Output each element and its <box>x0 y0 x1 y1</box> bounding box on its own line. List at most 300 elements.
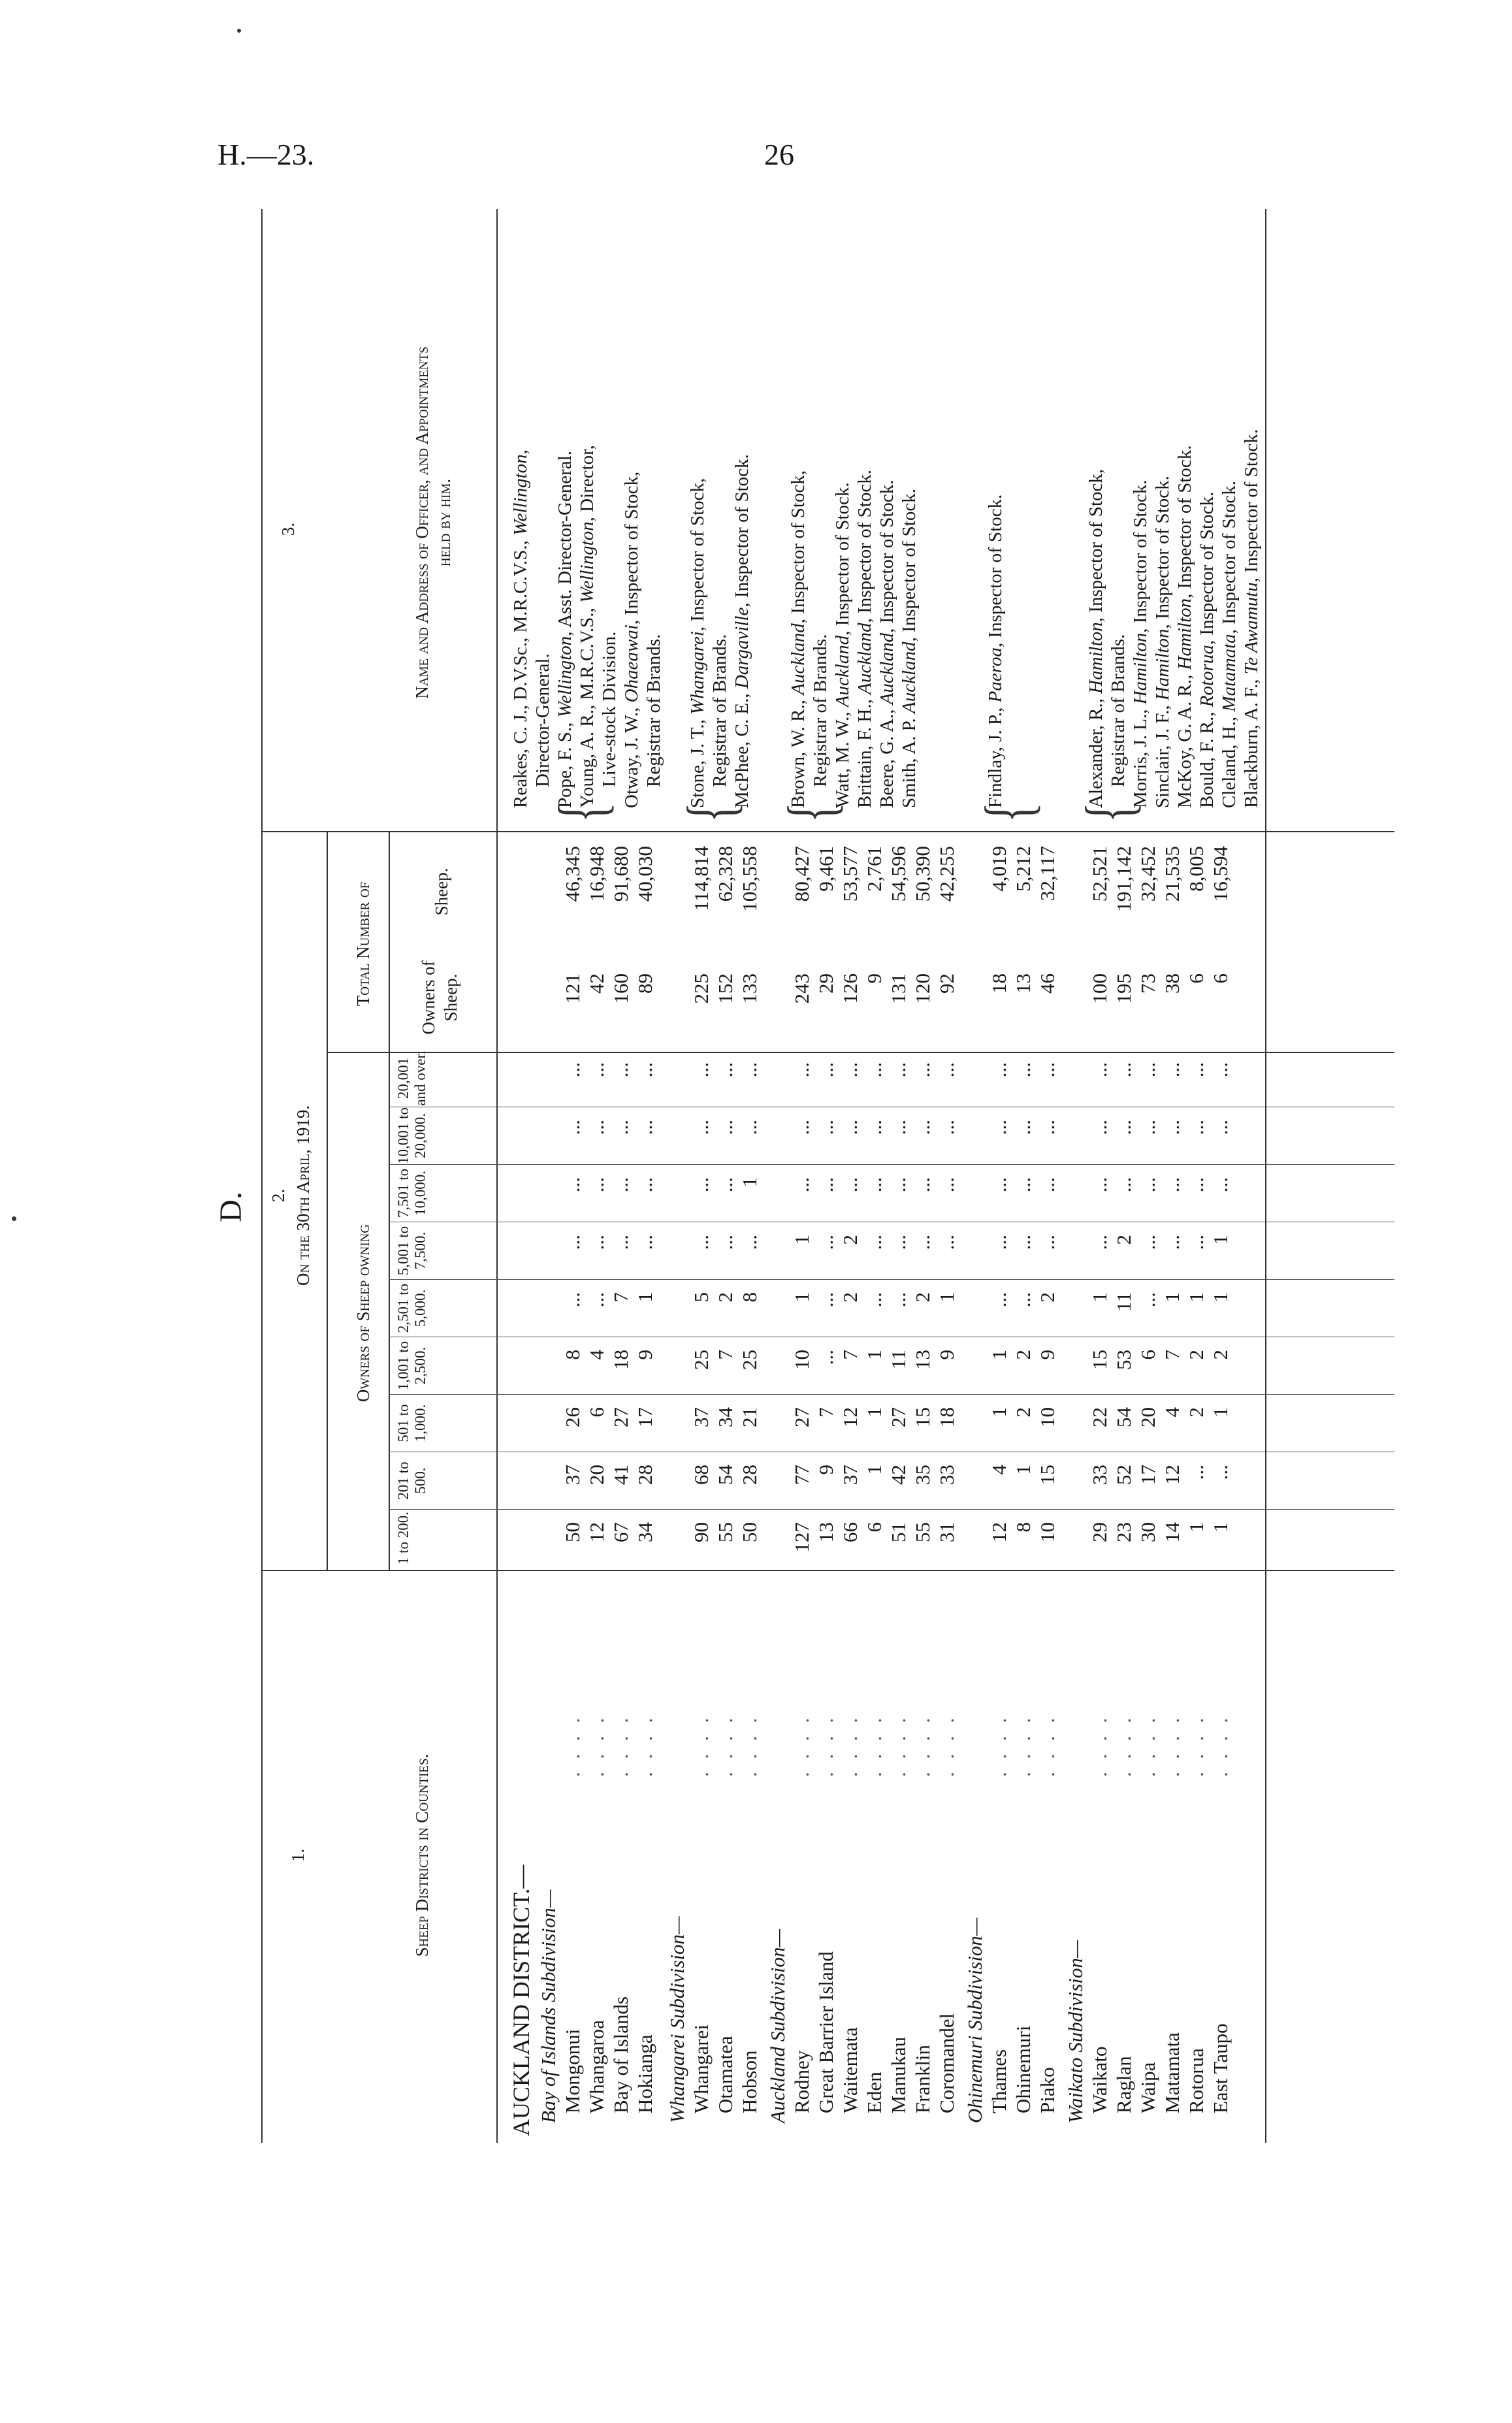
officer-line <box>831 482 854 808</box>
total-sheep: 50,390 <box>911 846 934 902</box>
county-name: Otamatea <box>714 2036 737 2113</box>
range-count: ... <box>585 1120 608 1135</box>
total-sheep: 52,521 <box>1088 846 1111 902</box>
total-sheep: 191,142 <box>1112 846 1135 912</box>
officer-name: Bould, F. R., <box>1197 707 1217 808</box>
total-owners: 46 <box>1036 973 1059 994</box>
range-count: ... <box>790 1120 813 1135</box>
range-header: 7,501 to 10,000. <box>395 1168 428 1218</box>
range-count: 50 <box>738 1522 761 1542</box>
range-count: ... <box>1012 1292 1035 1308</box>
range-header: 2,501 to 5,000. <box>395 1283 428 1333</box>
range-count: ... <box>738 1120 761 1135</box>
range-count: ... <box>988 1292 1010 1308</box>
total-sheep: 32,452 <box>1136 846 1159 902</box>
range-count: 20 <box>585 1465 608 1485</box>
range-count: ... <box>634 1235 656 1250</box>
range-count: ... <box>1209 1062 1232 1078</box>
range-count: ... <box>988 1062 1010 1078</box>
range-count: 6 <box>863 1522 886 1533</box>
range-count: 127 <box>790 1522 813 1553</box>
range-count: 7 <box>814 1407 837 1418</box>
range-count: 12 <box>839 1407 861 1427</box>
group-brace: { <box>545 802 619 822</box>
county-name: Waikato <box>1088 2046 1111 2113</box>
dot-leader: . . . . <box>887 1714 910 1777</box>
total-owners: 133 <box>738 973 761 1004</box>
range-count: ... <box>1112 1120 1135 1135</box>
header-bottom-rule <box>496 209 498 2143</box>
range-count: 18 <box>935 1407 958 1427</box>
range-count: 8 <box>738 1292 761 1303</box>
range-count: 1 <box>988 1407 1010 1418</box>
county-name: Bay of Islands <box>609 1996 632 2113</box>
total-sheep: 40,030 <box>634 846 656 902</box>
county-name: Eden <box>863 2072 886 2113</box>
county-name: Waitemata <box>839 2027 861 2113</box>
officer-name: Beere, G. A., <box>877 704 897 808</box>
range-count: 35 <box>911 1465 934 1485</box>
officer-role: , Inspector of Stock. <box>1174 445 1195 598</box>
range-count: 50 <box>561 1522 584 1542</box>
range-count: 2 <box>1012 1407 1035 1418</box>
county-name: Coromandel <box>935 2013 958 2113</box>
range-count: 1 <box>1185 1292 1208 1303</box>
officer-town: Rotorua <box>1197 645 1217 707</box>
range-count: 55 <box>714 1522 737 1542</box>
dot-leader: . . . . <box>714 1714 737 1777</box>
range-count: ... <box>1112 1177 1135 1193</box>
range-count: 29 <box>1088 1522 1111 1542</box>
officer-role: , Director, <box>577 445 598 522</box>
range-count: 9 <box>1036 1350 1059 1360</box>
dot-leader: . . . . <box>1136 1714 1159 1777</box>
range-count: ... <box>935 1062 958 1078</box>
county-name: Waipa <box>1136 2062 1159 2113</box>
range-header: 5,001 to 7,500. <box>395 1226 428 1276</box>
range-count: 2 <box>911 1292 934 1303</box>
range-count: 1 <box>863 1465 886 1475</box>
range-count: ... <box>1185 1235 1208 1250</box>
ranges-top-rule <box>389 1053 390 1571</box>
range-count: ... <box>609 1120 632 1135</box>
group-brace: { <box>673 802 748 822</box>
range-count: ... <box>887 1120 910 1135</box>
range-count: ... <box>1012 1177 1035 1193</box>
range-count: 1 <box>1185 1522 1208 1533</box>
range-count: 10 <box>790 1350 813 1370</box>
range-count: 9 <box>935 1350 958 1360</box>
rotated-table <box>261 209 1394 2143</box>
range-count: 9 <box>634 1350 656 1360</box>
total-sheep: 2,761 <box>863 846 886 892</box>
range-count: ... <box>988 1177 1010 1193</box>
officer-line <box>854 470 876 808</box>
range-count: 34 <box>634 1522 656 1542</box>
range-count: 12 <box>585 1522 608 1542</box>
dot-leader: . . . . <box>1209 1714 1232 1777</box>
range-header: 10,001 to 20,000. <box>395 1107 428 1164</box>
range-count: ... <box>561 1062 584 1078</box>
officer-name: Alexander, R., <box>1086 693 1106 808</box>
officer-role: , Inspector of Stock. <box>899 489 920 642</box>
total-owners: 243 <box>790 973 813 1004</box>
officer-name: Smith, A. P. <box>899 713 920 808</box>
range-count: ... <box>887 1235 910 1250</box>
total-sheep: 53,577 <box>839 846 861 902</box>
dot-leader: . . . . <box>585 1714 608 1777</box>
subdivision-heading: Bay of Islands Subdivision— <box>537 1889 560 2123</box>
range-count: ... <box>911 1235 934 1250</box>
officer-line <box>1151 476 1174 808</box>
total-sheep: 16,594 <box>1209 846 1232 902</box>
range-count: 25 <box>738 1350 761 1370</box>
officer-line <box>598 632 620 787</box>
dot-leader: . . . . <box>790 1714 813 1777</box>
officer-role: , Inspector of Stock. <box>1241 429 1262 583</box>
total-owners: 89 <box>634 973 656 994</box>
officer-name: Registrar of Brands. <box>810 634 831 787</box>
range-count: ... <box>1012 1120 1035 1135</box>
officer-role: , Inspector of Stock, <box>621 471 642 625</box>
range-count: ... <box>1112 1062 1135 1078</box>
range-count: 15 <box>911 1407 934 1427</box>
officer-role: , Inspector of Stock. <box>985 494 1006 648</box>
range-header: 501 to 1,000. <box>395 1404 428 1442</box>
range-count: 28 <box>738 1465 761 1485</box>
range-count: 2 <box>1209 1350 1232 1360</box>
total-owners: 9 <box>863 973 886 984</box>
dot-leader: . . . . <box>738 1714 761 1777</box>
range-count: ... <box>1185 1177 1208 1193</box>
range-count: 1 <box>1209 1292 1232 1303</box>
officer-town: Wellington <box>577 521 598 603</box>
range-count: ... <box>690 1235 713 1250</box>
range-count: ... <box>1088 1235 1111 1250</box>
range-count: 2 <box>839 1235 861 1245</box>
range-count: 11 <box>1112 1292 1135 1312</box>
range-count: ... <box>1136 1120 1159 1135</box>
scan-mark-left <box>12 1216 16 1221</box>
officer-role: , Inspector of Stock. <box>877 480 897 633</box>
range-count: 5 <box>690 1292 713 1303</box>
range-count: ... <box>1036 1062 1059 1078</box>
range-count: ... <box>690 1062 713 1078</box>
range-count: 2 <box>1112 1235 1135 1245</box>
range-count: ... <box>839 1062 861 1078</box>
range-count: ... <box>1209 1120 1232 1135</box>
range-count: ... <box>634 1177 656 1193</box>
range-count: ... <box>790 1062 813 1078</box>
range-count: 27 <box>609 1407 632 1427</box>
range-count: 37 <box>839 1465 861 1485</box>
dot-leader: . . . . <box>1161 1714 1183 1777</box>
col2-number: 2. <box>268 1188 288 1203</box>
range-count: ... <box>790 1177 813 1193</box>
scan-mark-top <box>237 29 241 33</box>
district-heading: AUCKLAND DISTRICT.— <box>508 1864 534 2136</box>
range-count: 12 <box>1161 1465 1183 1485</box>
officer-name: McKoy, G. A. R., <box>1174 670 1195 808</box>
officer-line <box>984 495 1006 808</box>
officer-name: Registrar of Brands. <box>1108 634 1129 787</box>
range-count: ... <box>1012 1062 1035 1078</box>
total-sheep: 21,535 <box>1161 846 1183 902</box>
officer-line <box>876 480 898 808</box>
col2-title: On the 30th April, 1919. <box>293 1105 313 1286</box>
range-count: 4 <box>585 1350 608 1360</box>
officer-name: Pope, F. S., <box>555 717 575 808</box>
table-row <box>1011 209 1035 2143</box>
officer-town: Hamilton <box>1130 632 1151 705</box>
range-count: 37 <box>690 1407 713 1427</box>
range-count: ... <box>1136 1235 1159 1250</box>
range-count: 13 <box>911 1350 934 1370</box>
range-count: 31 <box>935 1522 958 1542</box>
range-count: 8 <box>561 1350 584 1360</box>
dot-leader: . . . . <box>935 1714 958 1777</box>
range-count: ... <box>988 1120 1010 1135</box>
range-count: ... <box>814 1120 837 1135</box>
range-count: 4 <box>988 1465 1010 1475</box>
section-letter: D. <box>213 1192 248 1222</box>
total-sheep: 4,019 <box>988 846 1010 892</box>
dot-leader: . . . . <box>609 1714 632 1777</box>
officer-town: Auckland <box>899 642 920 713</box>
range-count: ... <box>609 1235 632 1250</box>
dot-leader: . . . . <box>863 1714 886 1777</box>
total-owners: 92 <box>935 973 958 994</box>
officer-name: Morris, J. L., <box>1130 704 1151 808</box>
officer-line <box>1218 481 1240 808</box>
owners-header: Owners of Sheep owning <box>353 1224 373 1403</box>
range-count: 25 <box>690 1350 713 1370</box>
officer-town: Wellington <box>510 454 531 536</box>
range-count: 26 <box>561 1407 584 1427</box>
total-owners: 126 <box>839 973 861 1004</box>
total-sheep: 54,596 <box>887 846 910 902</box>
range-count: ... <box>1036 1235 1059 1250</box>
officer-name: Director-General. <box>532 653 553 787</box>
range-count: ... <box>887 1292 910 1308</box>
officer-role: , Asst. Director-General. <box>555 451 575 636</box>
range-count: ... <box>585 1062 608 1078</box>
range-count: 1 <box>1209 1522 1232 1533</box>
range-count: ... <box>839 1120 861 1135</box>
range-count: 4 <box>1161 1407 1183 1418</box>
range-count: ... <box>561 1177 584 1193</box>
subdivision-heading: Whangarei Subdivision— <box>666 1916 688 2123</box>
range-count: 1 <box>634 1292 656 1303</box>
total-sheep: 46,345 <box>561 846 584 902</box>
officer-line <box>1107 634 1129 787</box>
range-count: 7 <box>714 1350 737 1360</box>
range-count: 68 <box>690 1465 713 1485</box>
range-count: ... <box>814 1235 837 1250</box>
range-count: 55 <box>911 1522 934 1542</box>
range-count: 2 <box>839 1292 861 1303</box>
group-brace: { <box>1072 802 1146 822</box>
range-count: 1 <box>790 1235 813 1245</box>
range-count: 2 <box>714 1292 737 1303</box>
range-count: ... <box>887 1177 910 1193</box>
officer-name: Sinclair, J. F., <box>1152 700 1173 808</box>
officer-name: Otway, J. W., <box>621 702 642 808</box>
total-owners: 73 <box>1136 973 1159 994</box>
range-count: 1 <box>863 1350 886 1360</box>
range-count: ... <box>911 1062 934 1078</box>
county-name: Whangarei <box>690 2025 713 2113</box>
range-count: ... <box>609 1062 632 1078</box>
total-owners: 100 <box>1088 973 1111 1004</box>
table-bottom-rule <box>1265 209 1266 2143</box>
officer-line <box>709 634 731 787</box>
range-header: 1,001 to 2,500. <box>395 1341 428 1391</box>
range-count: 22 <box>1088 1407 1111 1427</box>
total-sheep: 80,427 <box>790 846 813 902</box>
range-count: ... <box>1012 1235 1035 1250</box>
range-count: 1 <box>863 1407 886 1418</box>
officer-town: Auckland <box>788 623 809 695</box>
officer-line <box>1174 445 1196 808</box>
range-count: 90 <box>690 1522 713 1542</box>
range-count: ... <box>585 1177 608 1193</box>
range-count: 67 <box>609 1522 632 1542</box>
total-owners: 29 <box>814 973 837 994</box>
officer-name: Watt, M. W., <box>832 707 853 808</box>
total-owners: 120 <box>911 973 934 1004</box>
county-name: Thames <box>988 2049 1010 2113</box>
range-count: 27 <box>887 1407 910 1427</box>
range-count: ... <box>634 1120 656 1135</box>
range-count: ... <box>1036 1120 1059 1135</box>
range-count: ... <box>1136 1292 1159 1308</box>
range-count: ... <box>714 1120 737 1135</box>
range-count: ... <box>1036 1177 1059 1193</box>
officer-line <box>1085 469 1107 808</box>
dot-leader: . . . . <box>1185 1714 1208 1777</box>
range-count: 66 <box>839 1522 861 1542</box>
range-count: 17 <box>1136 1465 1159 1485</box>
officer-town: Hamilton <box>1174 598 1195 670</box>
total-owners: 225 <box>690 973 713 1004</box>
range-count: ... <box>714 1235 737 1250</box>
range-header: 201 to 500. <box>395 1461 428 1500</box>
officer-line <box>1240 429 1263 808</box>
col3-number: 3. <box>278 522 298 536</box>
county-name: Ohinemuri <box>1012 2025 1035 2113</box>
county-name: Matamata <box>1161 2032 1183 2113</box>
range-count: 7 <box>1161 1350 1183 1360</box>
range-count: 6 <box>585 1407 608 1418</box>
county-name: Mongonui <box>561 2028 584 2113</box>
range-count: 33 <box>935 1465 958 1485</box>
range-count: ... <box>814 1292 837 1308</box>
dot-leader: . . . . <box>634 1714 656 1777</box>
officer-name: Registrar of Brands. <box>709 634 730 787</box>
total-sheep: 5,212 <box>1012 846 1035 892</box>
range-count: ... <box>935 1120 958 1135</box>
officer-line <box>686 478 709 808</box>
subdivision-heading: Auckland Subdivision— <box>766 1928 789 2123</box>
officer-town: Paeroa <box>985 647 1006 703</box>
range-count: 41 <box>609 1465 632 1485</box>
total-owners: 152 <box>714 973 737 1004</box>
total-sheep: 16,948 <box>585 846 608 902</box>
totals-sheep-label: Sheep. <box>432 868 451 916</box>
range-count: ... <box>1209 1177 1232 1193</box>
officer-name: Reakes, C. J., D.V.Sc., M.R.C.V.S., <box>510 535 531 808</box>
dot-leader: . . . . <box>839 1714 861 1777</box>
range-header: 1 to 200. <box>395 1511 411 1565</box>
range-count: ... <box>988 1235 1010 1250</box>
county-name: Hokianga <box>634 2034 656 2113</box>
range-count: ... <box>714 1177 737 1193</box>
range-count: ... <box>738 1062 761 1078</box>
range-count: ... <box>935 1235 958 1250</box>
totals-header: Total Number of <box>353 881 373 1007</box>
range-count: ... <box>1185 1465 1208 1480</box>
range-count: ... <box>634 1062 656 1078</box>
range-count: ... <box>863 1177 886 1193</box>
range-count: ... <box>585 1292 608 1308</box>
officer-line <box>898 489 920 808</box>
range-count: ... <box>863 1235 886 1250</box>
page-reference: H.—23. <box>217 138 315 171</box>
range-count: 6 <box>1136 1350 1159 1360</box>
range-count: 12 <box>988 1522 1010 1542</box>
range-count: ... <box>911 1120 934 1135</box>
county-name: Rotorua <box>1185 2048 1208 2113</box>
range-count: ... <box>714 1062 737 1078</box>
range-count: 1 <box>935 1292 958 1303</box>
officer-role: , Inspector of Stock, <box>788 470 809 624</box>
officer-town: Auckland <box>832 635 853 707</box>
range-count: ... <box>1209 1465 1232 1480</box>
range-count: 1 <box>1161 1292 1183 1303</box>
range-count: ... <box>935 1177 958 1193</box>
total-sheep: 8,005 <box>1185 846 1208 892</box>
officer-name: Stone, J. T., <box>687 714 708 808</box>
range-count: 11 <box>887 1350 910 1369</box>
range-count: 2 <box>1036 1292 1059 1303</box>
range-count: 9 <box>814 1465 837 1475</box>
total-sheep: 42,255 <box>935 846 958 902</box>
range-count: ... <box>1136 1177 1159 1193</box>
range-count: 51 <box>887 1522 910 1542</box>
officer-town: Hamilton <box>1152 628 1173 701</box>
dot-leader: . . . . <box>814 1714 837 1777</box>
total-sheep: 105,558 <box>738 846 761 912</box>
officer-town: Auckland <box>877 632 897 705</box>
range-count: 1 <box>1012 1465 1035 1475</box>
range-count: ... <box>561 1235 584 1250</box>
range-count: 18 <box>609 1350 632 1370</box>
range-count: ... <box>1161 1120 1183 1135</box>
range-count: ... <box>911 1177 934 1193</box>
officer-line <box>509 449 532 808</box>
range-count: 54 <box>714 1465 737 1485</box>
range-count: 21 <box>738 1407 761 1427</box>
county-name: East Taupo <box>1209 2023 1232 2113</box>
range-count: ... <box>863 1292 886 1308</box>
county-name: Piako <box>1036 2067 1059 2113</box>
range-count: ... <box>814 1062 837 1078</box>
range-count: ... <box>1161 1177 1183 1193</box>
range-count: 34 <box>714 1407 737 1427</box>
dot-leader: . . . . <box>1088 1714 1111 1777</box>
officer-name: Registrar of Brands. <box>643 634 664 787</box>
